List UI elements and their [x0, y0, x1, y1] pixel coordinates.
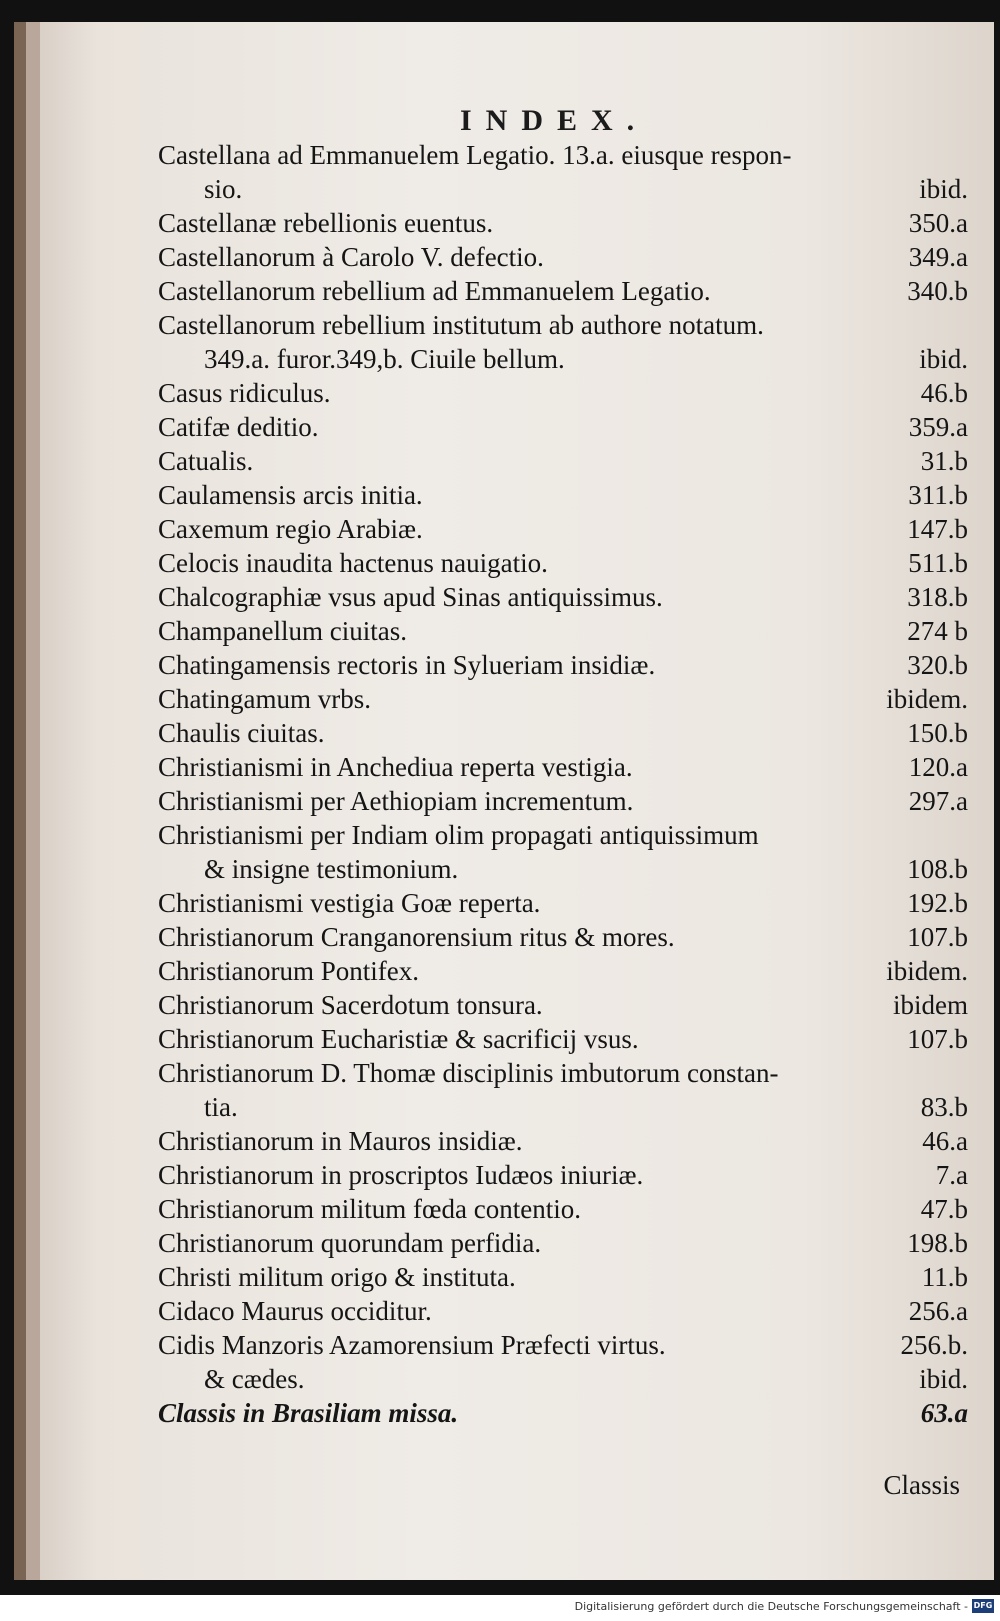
page-reference: ibidem	[893, 990, 968, 1020]
entry-text: Caulamensis arcis initia.	[158, 480, 423, 510]
index-entry	[158, 1294, 968, 1328]
entry-line	[158, 138, 968, 172]
entry-line	[158, 886, 968, 920]
entry-text: & cædes.	[204, 1364, 305, 1394]
entry-line	[158, 1192, 968, 1226]
page-reference: 256.b.	[900, 1330, 968, 1360]
entry-text: tia.	[204, 1092, 238, 1122]
entry-text: Chatingamum vrbs.	[158, 684, 371, 714]
entry-line	[158, 682, 968, 716]
index-entry	[158, 614, 968, 648]
index-entry	[158, 1056, 968, 1124]
entry-text: Christianorum Eucharistiæ & sacrificij vsus.	[158, 1024, 639, 1054]
entry-line	[158, 206, 968, 240]
entry-text: Catualis.	[158, 446, 254, 476]
index-entry	[158, 512, 968, 546]
entry-text: Celocis inaudita hactenus nauigatio.	[158, 548, 548, 578]
entry-line	[158, 308, 968, 342]
entry-text: Christianismi per Aethiopiam incrementum.	[158, 786, 634, 816]
entry-line	[158, 274, 968, 308]
footer-credit: Digitalisierung gefördert durch die Deutsche Forschungsgemeinschaft -	[574, 1600, 968, 1613]
index-entry	[158, 274, 968, 308]
index-entry	[158, 954, 968, 988]
page-reference: 511.b	[908, 548, 968, 578]
entry-line	[158, 852, 968, 886]
page-reference: 297.a	[908, 786, 968, 816]
entry-text: Casus ridiculus.	[158, 378, 331, 408]
entry-text: Chaulis ciuitas.	[158, 718, 325, 748]
entry-text: Christianorum Sacerdotum tonsura.	[158, 990, 543, 1020]
page-reference: 359.a	[908, 412, 968, 442]
entry-text: Castellanorum rebellium ad Emmanuelem Legatio.	[158, 276, 711, 306]
entry-line	[158, 546, 968, 580]
page-reference: 46.b	[920, 378, 968, 408]
page-reference: 150.b	[907, 718, 968, 748]
page-reference: 318.b	[907, 582, 968, 612]
entry-text: Christianorum Cranganorensium ritus & mores.	[158, 922, 675, 952]
entry-text: Chalcographiæ vsus apud Sinas antiquissimus.	[158, 582, 663, 612]
index-entry	[158, 410, 968, 444]
entry-line	[158, 1124, 968, 1158]
book-spine	[14, 22, 26, 1580]
entry-line	[158, 988, 968, 1022]
entry-line	[158, 580, 968, 614]
index-entry	[158, 138, 968, 206]
entry-text: sio.	[204, 174, 243, 204]
page-reference: 31.b	[920, 446, 968, 476]
page-reference: ibidem.	[886, 684, 968, 714]
index-entry	[158, 784, 968, 818]
index-entry	[158, 886, 968, 920]
entry-line	[158, 1328, 968, 1362]
page-reference: 120.a	[908, 752, 968, 782]
index-entry	[158, 716, 968, 750]
index-entry	[158, 444, 968, 478]
entry-text: Christi militum origo & instituta.	[158, 1262, 516, 1292]
entry-text: 349.a. furor.349,b. Ciuile bellum.	[204, 344, 565, 374]
entry-text: Christianorum in proscriptos Iudæos iniuriæ.	[158, 1160, 644, 1190]
index-entry	[158, 750, 968, 784]
page-reference: 147.b	[907, 514, 968, 544]
entry-text: Castellanæ rebellionis euentus.	[158, 208, 494, 238]
page-reference: 192.b	[907, 888, 968, 918]
page-reference: 107.b	[907, 922, 968, 952]
index-entry	[158, 240, 968, 274]
entry-line	[158, 342, 968, 376]
page-reference: ibid.	[919, 174, 968, 204]
entry-text: Castellanorum à Carolo V. defectio.	[158, 242, 544, 272]
page-reference: ibid.	[919, 344, 968, 374]
page-reference: 320.b	[907, 650, 968, 680]
page-reference: 256.a	[908, 1296, 968, 1326]
entry-line	[158, 648, 968, 682]
index-entry	[158, 546, 968, 580]
entry-text: Classis in Brasiliam missa.	[158, 1398, 459, 1428]
index-entry	[158, 818, 968, 886]
entry-text: Christianorum militum fœda contentio.	[158, 1194, 581, 1224]
page-reference: 108.b	[907, 854, 968, 884]
entry-line	[158, 818, 968, 852]
index-entry	[158, 580, 968, 614]
entry-line	[158, 1226, 968, 1260]
index-entry	[158, 648, 968, 682]
entry-line	[158, 614, 968, 648]
entry-line	[158, 478, 968, 512]
entry-text: Chatingamensis rectoris in Sylueriam insidiæ.	[158, 650, 656, 680]
entry-line	[158, 444, 968, 478]
entry-text: Cidis Manzoris Azamorensium Præfecti virtus.	[158, 1330, 666, 1360]
page-reference: 198.b	[907, 1228, 968, 1258]
page-reference: 11.b	[921, 1262, 968, 1292]
catchword: Classis	[883, 1470, 960, 1500]
entry-text: Catifæ deditio.	[158, 412, 319, 442]
entry-text: Christianismi per Indiam olim propagati antiquissimum	[158, 820, 759, 850]
entry-text: & insigne testimonium.	[204, 854, 459, 884]
index-entry	[158, 988, 968, 1022]
entry-line	[158, 920, 968, 954]
page-reference: ibid.	[919, 1364, 968, 1394]
page-reference: 349.a	[908, 242, 968, 272]
entry-text: Christianorum Pontifex.	[158, 956, 419, 986]
entry-line	[158, 716, 968, 750]
entry-line	[158, 954, 968, 988]
index-entry	[158, 376, 968, 410]
entry-line	[158, 1022, 968, 1056]
page-reference: 46.a	[922, 1126, 968, 1156]
page-reference: 7.a	[935, 1160, 968, 1190]
entry-text: Christianismi vestigia Goæ reperta.	[158, 888, 541, 918]
page-reference: 83.b	[920, 1092, 968, 1122]
page-reference: ibidem.	[886, 956, 968, 986]
index-entry	[158, 308, 968, 376]
page-reference: 340.b	[907, 276, 968, 306]
entry-text: Christianismi in Anchediua reperta vestigia.	[158, 752, 633, 782]
index-entry	[158, 1260, 968, 1294]
page-reference: 63.a	[920, 1398, 968, 1428]
index-entry	[158, 1022, 968, 1056]
index-entry	[158, 682, 968, 716]
entry-text: Champanellum ciuitas.	[158, 616, 407, 646]
index-entry	[158, 478, 968, 512]
index-entries	[158, 138, 968, 1430]
page-reference: 311.b	[908, 480, 968, 510]
page-reference: 47.b	[920, 1194, 968, 1224]
entry-line	[158, 1396, 968, 1430]
index-entry	[158, 1192, 968, 1226]
index-entry	[158, 1396, 968, 1430]
entry-text: Christianorum in Mauros insidiæ.	[158, 1126, 523, 1156]
entry-line	[158, 240, 968, 274]
entry-line	[158, 410, 968, 444]
entry-line	[158, 784, 968, 818]
entry-line	[158, 512, 968, 546]
entry-line	[158, 1294, 968, 1328]
entry-line	[158, 1056, 968, 1090]
entry-line	[158, 1362, 968, 1396]
dfg-logo-icon: DFG	[972, 1599, 994, 1613]
page-header: INDEX.	[460, 104, 649, 137]
entry-text: Castellana ad Emmanuelem Legatio. 13.a. eiusque respon-	[158, 140, 792, 170]
entry-text: Christianorum quorundam perfidia.	[158, 1228, 542, 1258]
page-reference: 350.a	[908, 208, 968, 238]
page-reference: 274 b	[907, 616, 968, 646]
entry-text: Caxemum regio Arabiæ.	[158, 514, 423, 544]
entry-line	[158, 376, 968, 410]
index-entry	[158, 1124, 968, 1158]
index-entry	[158, 1158, 968, 1192]
entry-line	[158, 172, 968, 206]
entry-line	[158, 750, 968, 784]
entry-line	[158, 1090, 968, 1124]
index-entry	[158, 1226, 968, 1260]
entry-line	[158, 1158, 968, 1192]
entry-text: Christianorum D. Thomæ disciplinis imbutorum constan-	[158, 1058, 779, 1088]
index-entry	[158, 206, 968, 240]
index-entry	[158, 920, 968, 954]
page-reference: 107.b	[907, 1024, 968, 1054]
footer-bar	[0, 1596, 1000, 1621]
entry-text: Cidaco Maurus occiditur.	[158, 1296, 432, 1326]
index-entry	[158, 1328, 968, 1396]
entry-line	[158, 1260, 968, 1294]
entry-text: Castellanorum rebellium institutum ab authore notatum.	[158, 310, 764, 340]
